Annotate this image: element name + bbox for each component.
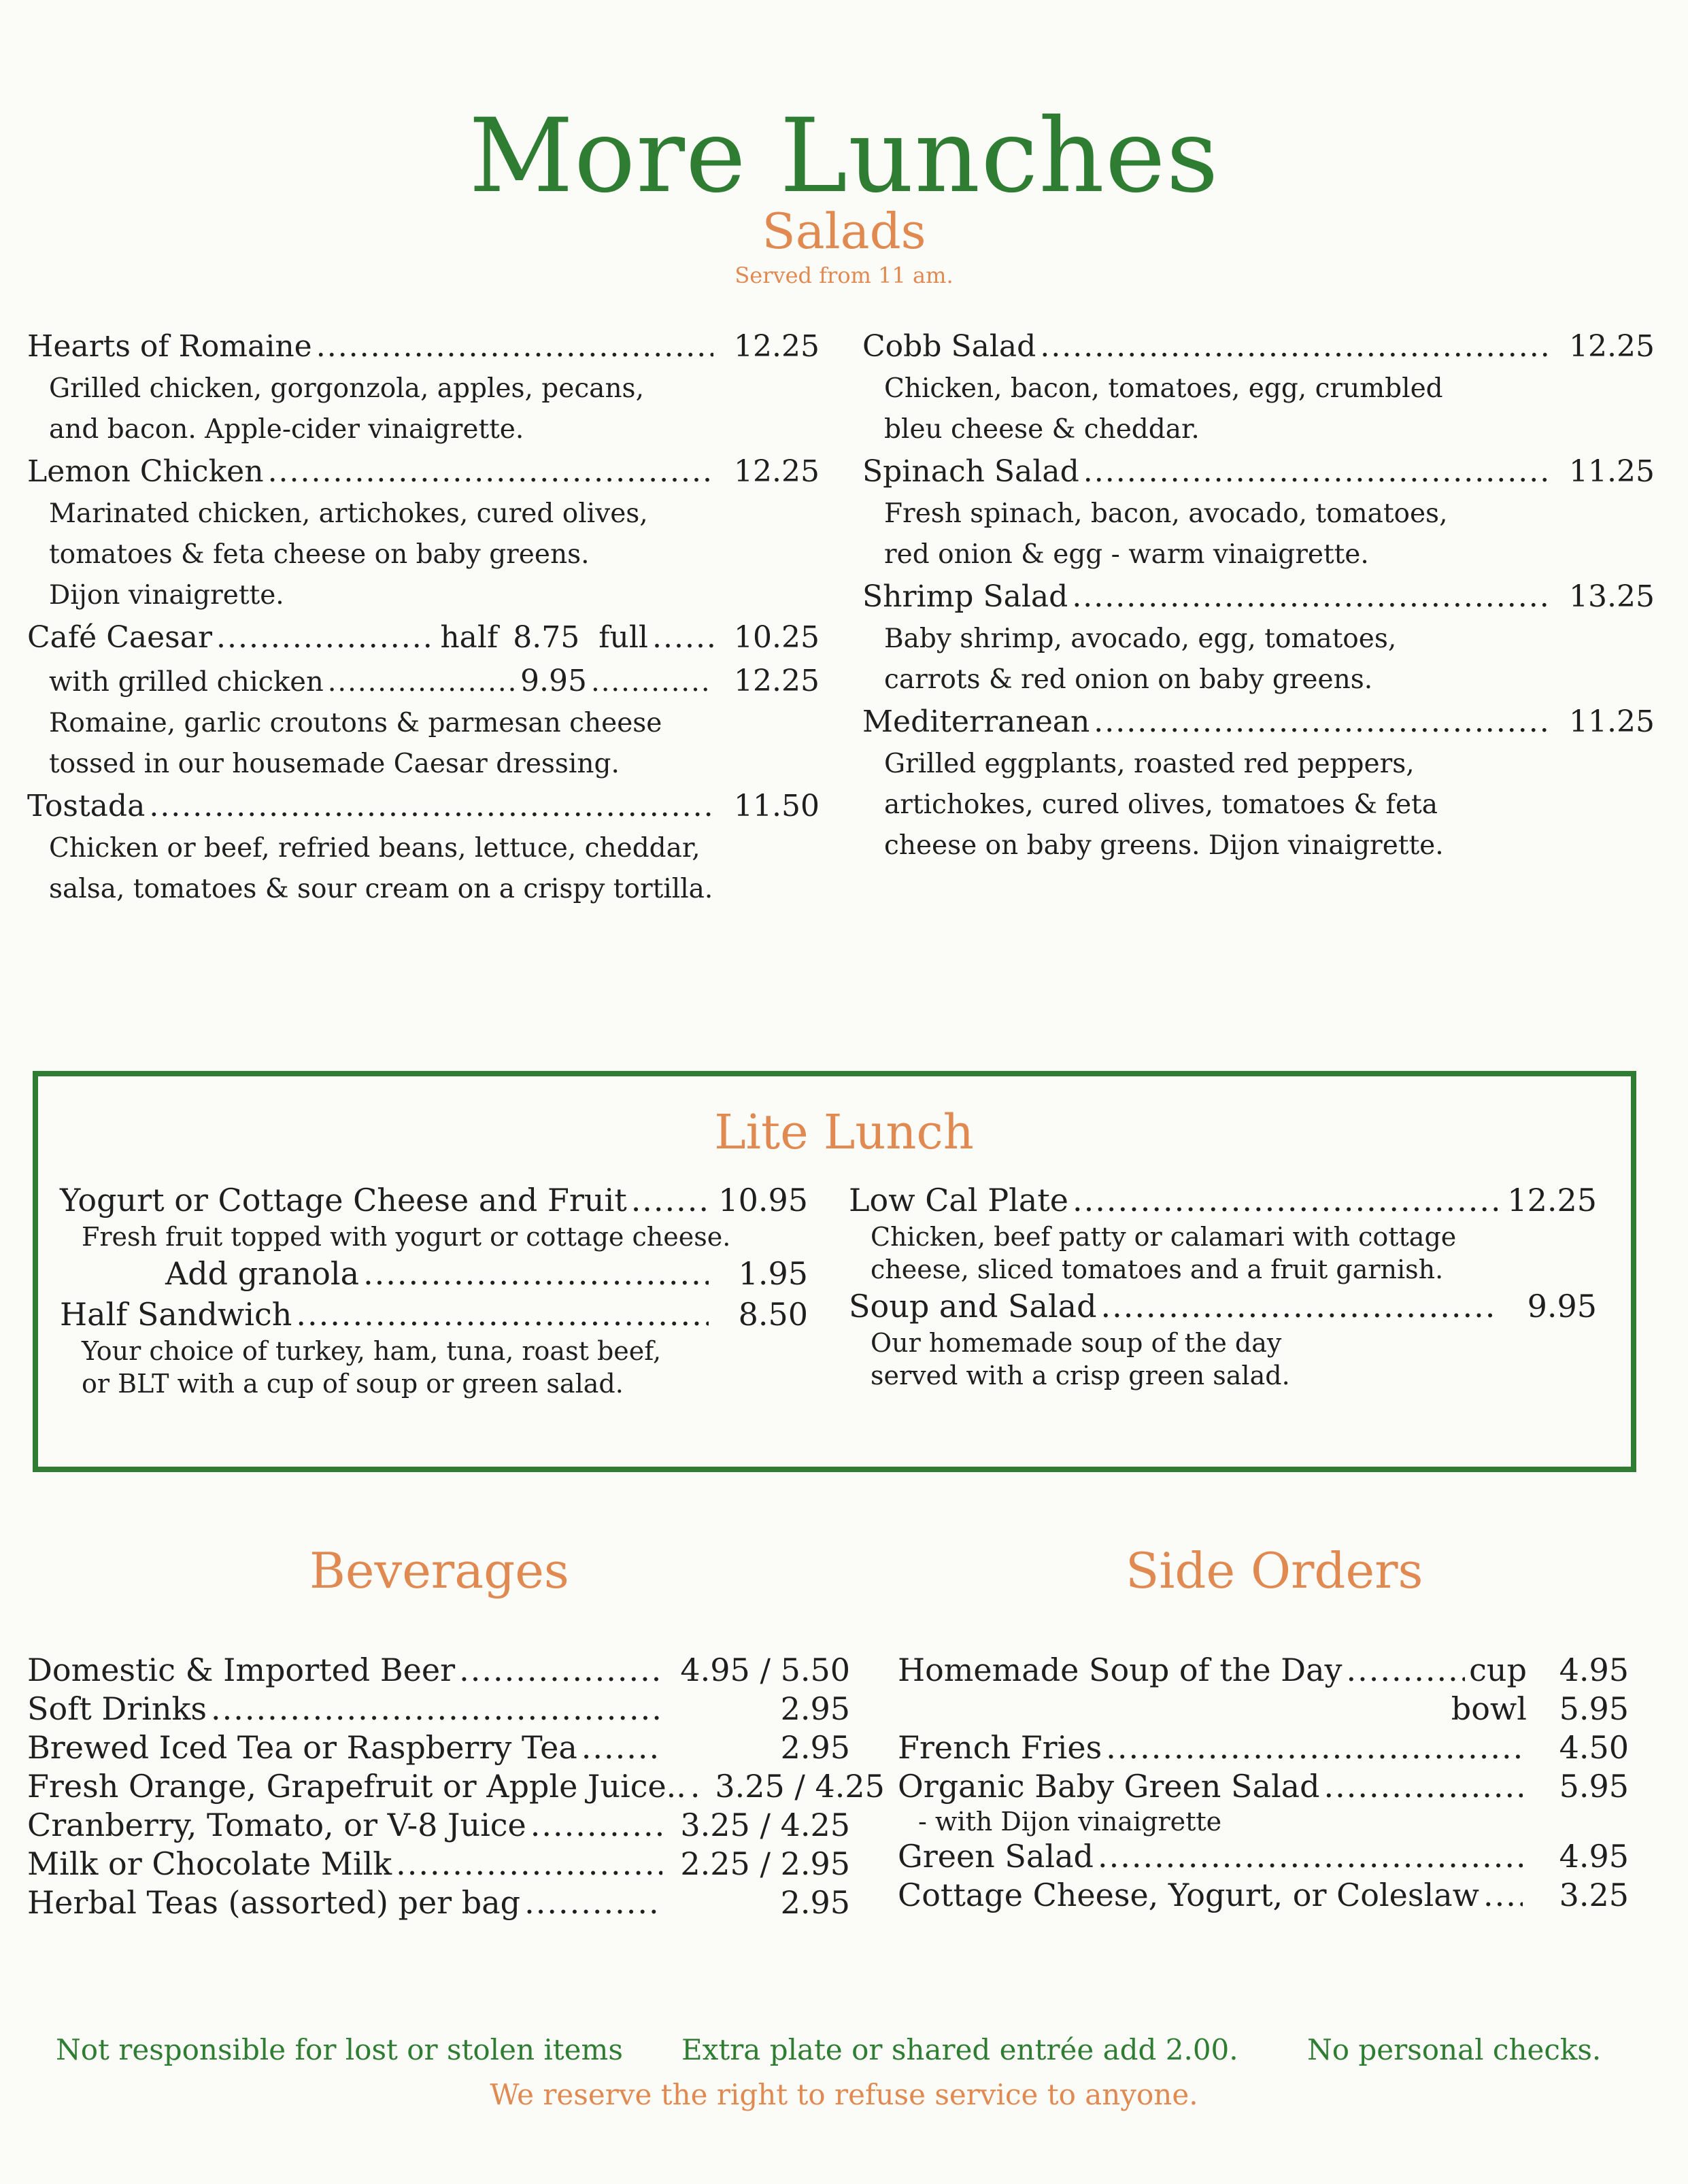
- menu-item-spinach-salad: [862, 450, 1655, 575]
- cup-label: cup: [1469, 1652, 1527, 1688]
- item-desc: salsa, tomatoes & sour cream on a crispy tortilla.: [49, 874, 713, 904]
- item-name: Tostada: [27, 789, 146, 823]
- lite-lunch-right-column: [849, 1180, 1597, 1392]
- beverage-item: [27, 1883, 850, 1922]
- full-price: 10.25: [734, 620, 820, 655]
- item-price: 3.25 / 4.25: [680, 1807, 850, 1843]
- item-price: 10.95: [718, 1182, 808, 1218]
- item-desc: Marinated chicken, artichokes, cured olives,: [49, 498, 648, 529]
- half-price: 8.75: [513, 620, 580, 655]
- footer-refuse-service: We reserve the right to refuse service to anyone.: [490, 2078, 1198, 2111]
- item-note: - with Dijon vinaigrette: [918, 1807, 1222, 1837]
- bowl-price: 5.95: [1559, 1690, 1629, 1727]
- item-desc: Chicken, bacon, tomatoes, egg, crumbled: [884, 373, 1443, 404]
- beverage-item: [27, 1690, 850, 1728]
- item-name: Homemade Soup of the Day: [898, 1652, 1343, 1688]
- salads-left-column: [27, 325, 820, 910]
- menu-item-hearts-of-romaine: [27, 325, 820, 450]
- item-price: 1.95: [738, 1255, 808, 1292]
- menu-item-add-granola: [60, 1253, 808, 1294]
- salads-subtitle: Served from 11 am.: [735, 262, 953, 288]
- cup-price: 4.95: [1559, 1652, 1629, 1688]
- item-price: 4.95 / 5.50: [680, 1652, 850, 1688]
- item-price: 12.25: [734, 454, 820, 489]
- item-name: Domestic & Imported Beer: [27, 1652, 456, 1688]
- item-price: 11.25: [1569, 454, 1655, 489]
- item-price: 12.25: [1507, 1182, 1597, 1218]
- item-desc: Romaine, garlic croutons & parmesan cheese: [49, 708, 662, 738]
- item-price: 5.95: [1559, 1768, 1629, 1805]
- menu-item-tostada: [27, 785, 820, 910]
- item-name: Fresh Orange, Grapefruit or Apple Juice..: [27, 1768, 686, 1805]
- item-name: Herbal Teas (assorted) per bag: [27, 1884, 521, 1921]
- salads-heading: Salads: [762, 203, 926, 260]
- item-name: French Fries: [898, 1729, 1102, 1766]
- item-price: 3.25 / 4.25: [715, 1768, 885, 1805]
- item-desc: carrots & red onion on baby greens.: [884, 664, 1373, 695]
- item-price: 2.95: [780, 1690, 850, 1727]
- item-name: Low Cal Plate: [849, 1182, 1068, 1218]
- item-price: 2.95: [780, 1729, 850, 1766]
- footer-extra-plate: Extra plate or shared entrée add 2.00.: [681, 2033, 1238, 2066]
- item-desc: tomatoes & feta cheese on baby greens.: [49, 539, 590, 570]
- beverage-item: [27, 1651, 850, 1690]
- item-desc: Fresh fruit topped with yogurt or cottage cheese.: [82, 1222, 731, 1252]
- beverages-heading: Beverages: [309, 1542, 569, 1599]
- side-item-fries: [898, 1728, 1629, 1767]
- item-price: 8.50: [738, 1296, 808, 1333]
- item-name: Soup and Salad: [849, 1288, 1097, 1325]
- footer-lost-items: Not responsible for lost or stolen items: [56, 2033, 623, 2066]
- item-desc: cheese on baby greens. Dijon vinaigrette.: [884, 830, 1444, 861]
- side-item-green-salad: [898, 1837, 1629, 1876]
- chicken-half-price: 9.95: [520, 664, 587, 698]
- item-desc: artichokes, cured olives, tomatoes & feta: [884, 789, 1438, 820]
- item-desc: Chicken or beef, refried beans, lettuce, cheddar,: [49, 833, 700, 864]
- item-price: 11.25: [1569, 704, 1655, 739]
- item-desc: tossed in our housemade Caesar dressing.: [49, 749, 620, 779]
- item-name: Shrimp Salad: [862, 579, 1068, 614]
- item-desc: and bacon. Apple-cider vinaigrette.: [49, 414, 524, 445]
- item-desc: red onion & egg - warm vinaigrette.: [884, 539, 1369, 570]
- half-label: half: [440, 620, 499, 655]
- item-desc: or BLT with a cup of soup or green salad.: [82, 1369, 624, 1399]
- lite-lunch-left-column: [60, 1180, 808, 1400]
- item-price: 9.95: [1527, 1288, 1597, 1325]
- side-orders-list: [898, 1651, 1629, 1915]
- side-orders-heading: Side Orders: [1126, 1542, 1423, 1599]
- item-desc: cheese, sliced tomatoes and a fruit garnish.: [871, 1255, 1444, 1284]
- item-name: Soft Drinks: [27, 1690, 207, 1727]
- lite-lunch-heading: Lite Lunch: [714, 1104, 974, 1160]
- item-name: Hearts of Romaine: [27, 329, 312, 364]
- menu-item-yogurt-fruit: [60, 1180, 808, 1253]
- item-name: Cobb Salad: [862, 329, 1036, 364]
- side-item-organic-salad: [898, 1767, 1629, 1806]
- item-name: Half Sandwich: [60, 1296, 292, 1333]
- item-price: 12.25: [734, 329, 820, 364]
- menu-item-mediterranean: [862, 700, 1655, 866]
- item-name: Mediterranean: [862, 704, 1090, 739]
- beverage-item: [27, 1806, 850, 1845]
- item-desc: Baby shrimp, avocado, egg, tomatoes,: [884, 624, 1397, 654]
- menu-item-half-sandwich: [60, 1294, 808, 1400]
- item-name: Add granola: [165, 1255, 360, 1292]
- item-price: 2.95: [780, 1884, 850, 1921]
- item-desc: Grilled eggplants, roasted red peppers,: [884, 749, 1415, 779]
- menu-item-cafe-caesar: [27, 616, 820, 785]
- beverage-item: [27, 1845, 850, 1883]
- bowl-label: bowl: [1451, 1690, 1527, 1727]
- item-desc: Grilled chicken, gorgonzola, apples, pecans,: [49, 373, 644, 404]
- item-desc: Fresh spinach, bacon, avocado, tomatoes,: [884, 498, 1448, 529]
- side-item-soup: [898, 1651, 1629, 1690]
- beverage-item: [27, 1767, 885, 1806]
- item-name: Spinach Salad: [862, 454, 1079, 489]
- item-name: Cranberry, Tomato, or V-8 Juice: [27, 1807, 526, 1843]
- item-price: 13.25: [1569, 579, 1655, 614]
- item-desc: served with a crisp green salad.: [871, 1361, 1290, 1390]
- item-price: 12.25: [1569, 329, 1655, 364]
- side-item-soup-bowl: [898, 1690, 1629, 1728]
- item-price: 4.95: [1559, 1838, 1629, 1875]
- beverage-item: [27, 1728, 850, 1767]
- item-price: 3.25: [1559, 1877, 1629, 1913]
- item-desc: Dijon vinaigrette.: [49, 580, 284, 611]
- item-name: Organic Baby Green Salad: [898, 1768, 1320, 1805]
- full-label: full: [598, 620, 648, 655]
- footer-no-checks: No personal checks.: [1307, 2033, 1602, 2066]
- menu-item-lemon-chicken: [27, 450, 820, 616]
- item-desc: Our homemade soup of the day: [871, 1328, 1282, 1358]
- item-name: Milk or Chocolate Milk: [27, 1845, 392, 1882]
- item-desc: Your choice of turkey, ham, tuna, roast beef,: [82, 1336, 662, 1366]
- salads-right-column: [862, 325, 1655, 866]
- menu-item-shrimp-salad: [862, 575, 1655, 700]
- item-price: 2.25 / 2.95: [680, 1845, 850, 1882]
- chicken-full-price: 12.25: [734, 664, 820, 698]
- side-item-cottage: [898, 1876, 1629, 1915]
- item-name: Yogurt or Cottage Cheese and Fruit: [60, 1182, 627, 1218]
- menu-item-low-cal-plate: [849, 1180, 1597, 1286]
- item-desc: Chicken, beef patty or calamari with cottage: [871, 1222, 1457, 1252]
- item-desc: bleu cheese & cheddar.: [884, 414, 1200, 445]
- item-price: 4.50: [1559, 1729, 1629, 1766]
- item-name: Café Caesar: [27, 620, 212, 655]
- page-title: More Lunches: [469, 97, 1219, 216]
- menu-item-cobb-salad: [862, 325, 1655, 450]
- item-name: Green Salad: [898, 1838, 1094, 1875]
- item-name: Lemon Chicken: [27, 454, 264, 489]
- item-name: Brewed Iced Tea or Raspberry Tea: [27, 1729, 577, 1766]
- menu-item-soup-and-salad: [849, 1286, 1597, 1392]
- chicken-label: with grilled chicken: [49, 666, 324, 698]
- item-price: 11.50: [734, 789, 820, 823]
- item-name: Cottage Cheese, Yogurt, or Coleslaw: [898, 1877, 1480, 1913]
- beverages-list: [27, 1651, 885, 1922]
